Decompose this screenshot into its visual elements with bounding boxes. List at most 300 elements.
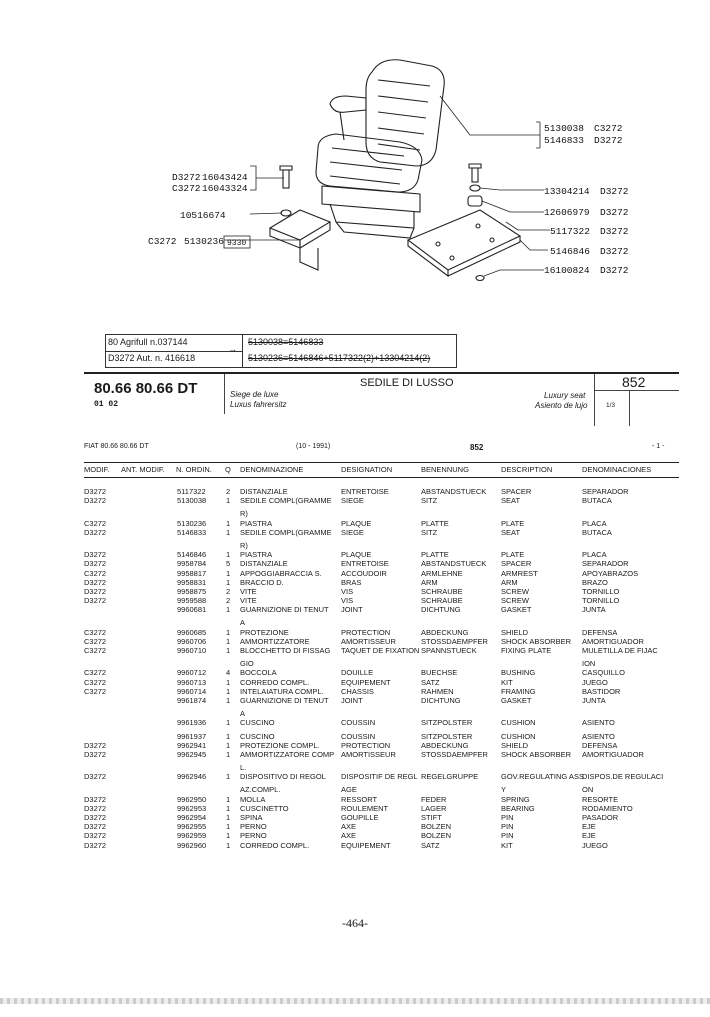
cell-q: 1 [226, 794, 231, 804]
cell-o: 9961874 [177, 695, 207, 705]
cell-fr: VIS [341, 596, 354, 606]
callout-code: 5146833 [544, 135, 584, 146]
cell-q: 1 [226, 636, 231, 646]
cell-it: PERNO [240, 822, 267, 832]
cell-m: C3272 [84, 518, 107, 528]
note-right-2: 5130236=5146846+5117322(2)+13304214(2) [248, 353, 431, 363]
col-q: Q [225, 465, 231, 474]
table-row [84, 831, 684, 840]
table-row [84, 519, 684, 528]
cell-de: SPANNSTUECK [421, 646, 477, 655]
cell-m: D3272 [84, 772, 107, 782]
cell-fr: AMORTISSEUR [341, 636, 396, 646]
cell-o: 5146846 [177, 550, 207, 560]
cell-es: DISPOS.DE REGULACI [582, 772, 664, 782]
cell-de: FEDER [421, 794, 447, 804]
cell-it: BOCCOLA [240, 668, 277, 678]
cell-fr: JOINT [341, 695, 363, 705]
cell-q: 1 [226, 518, 231, 528]
cell-it: A [240, 618, 246, 628]
table-row [84, 687, 684, 696]
cell-it: PIASTRA [240, 550, 273, 560]
cell-q: 1 [226, 677, 231, 687]
callout-code: 16043324 [202, 183, 248, 194]
cell-de: SITZ [421, 527, 438, 537]
cell-fr: BRAS [341, 577, 362, 587]
callout-code: 13304214 [544, 186, 590, 197]
table-row [84, 528, 684, 537]
callout-code: 12606979 [544, 207, 590, 218]
table-row [84, 750, 684, 759]
section-title: SEDILE DI LUSSO [360, 377, 454, 389]
cell-o: 9958831 [177, 577, 207, 587]
cell-q: 1 [226, 550, 231, 560]
cell-o: 9959588 [177, 596, 207, 606]
table-row [84, 646, 684, 655]
cell-q: 1 [226, 496, 231, 506]
cell-q: 1 [226, 803, 231, 813]
cell-en: SEAT [501, 496, 521, 506]
cell-en: FIXING PLATE [501, 646, 552, 655]
cell-fr: VIS [341, 586, 354, 596]
cell-de: STOSSDAEMPFER [421, 636, 488, 646]
cell-o: 9960706 [177, 636, 207, 646]
cell-de: PLATTE [421, 518, 449, 528]
cell-es: ION [582, 659, 596, 669]
title-fr: Siege de luxe [230, 390, 279, 399]
cell-de: ARM [421, 577, 438, 587]
cell-q: 1 [226, 695, 231, 705]
table-row [84, 763, 684, 772]
cell-fr: COUSSIN [341, 731, 376, 741]
cell-fr: AXE [341, 831, 357, 841]
cell-m: D3272 [84, 803, 107, 813]
cell-q: 1 [226, 718, 231, 728]
cell-fr: PLAQUE [341, 550, 372, 560]
note-arrow: → [228, 344, 237, 354]
table-row [84, 795, 684, 804]
cell-o: 9962954 [177, 813, 207, 822]
cell-it: DISTANZIALE [240, 487, 288, 496]
table-row [84, 785, 684, 794]
cell-es: RODAMIENTO [582, 803, 633, 813]
cell-en: ARMREST [501, 568, 538, 578]
table-row [84, 822, 684, 831]
cell-es: RESORTE [582, 794, 619, 804]
cell-m: D3272 [84, 527, 107, 537]
cell-o: 9958875 [177, 586, 207, 596]
title-en: Luxury seat [544, 391, 586, 400]
callout-code: 5130236 [184, 236, 224, 247]
cell-de: SATZ [421, 677, 440, 687]
cell-q: 1 [226, 605, 231, 615]
cell-q: 1 [226, 527, 231, 537]
cell-o: 9962953 [177, 803, 207, 813]
cell-de: ARMLEHNE [421, 568, 463, 578]
cell-en: GOV.REGULATING ASS [501, 772, 584, 782]
cell-it: CUSCINO [240, 731, 275, 741]
cell-it: CORREDO COMPL. [240, 677, 310, 687]
cell-de: DICHTUNG [421, 695, 461, 705]
cell-de: SATZ [421, 840, 440, 850]
cell-fr: ENTRETOISE [341, 487, 389, 496]
col-ant-modif: ANT. MODIF. [121, 465, 165, 474]
table-row [84, 659, 684, 668]
callout-ref: C3272 [172, 183, 201, 194]
cell-q: 1 [226, 627, 231, 637]
cell-fr: PROTECTION [341, 740, 391, 750]
cell-q: 1 [226, 646, 231, 655]
cell-o: 9962945 [177, 749, 207, 759]
cell-en: SEAT [501, 527, 521, 537]
table-row [84, 559, 684, 568]
table-row [84, 804, 684, 813]
cell-o: 9960712 [177, 668, 207, 678]
cell-o: 9960681 [177, 605, 207, 615]
cell-it: L. [240, 763, 247, 773]
callout-box: 9330 [227, 239, 247, 248]
cell-m: D3272 [84, 794, 107, 804]
table-row [84, 668, 684, 677]
col-ordin: N. ORDIN. [176, 465, 212, 474]
cell-de: BUECHSE [421, 668, 458, 678]
table-row [84, 637, 684, 646]
cell-de: LAGER [421, 803, 447, 813]
cell-fr: PROTECTION [341, 627, 391, 637]
cell-es: PLACA [582, 550, 607, 560]
table-row [84, 841, 684, 850]
cell-en: GASKET [501, 695, 532, 705]
table-header [84, 462, 679, 478]
cell-it: PROTEZIONE [240, 627, 289, 637]
cell-en: PIN [501, 831, 514, 841]
title-es: Asiento de lujo [535, 401, 588, 410]
cell-de: SCHRAUBE [421, 586, 463, 596]
cell-es: AMORTIGUADOR [582, 749, 644, 759]
cell-o: 9960685 [177, 627, 207, 637]
note-left-1: 80 Agrifull n.037144 [108, 337, 188, 347]
cell-it: AMMORTIZZATORE [240, 636, 310, 646]
callout-code: 10516674 [180, 210, 226, 221]
meta-group: 852 [470, 443, 484, 452]
cell-q: 2 [226, 586, 231, 596]
cell-en: CUSHION [501, 731, 536, 741]
cell-de: SITZPOLSTER [421, 731, 473, 741]
seat-exploded-diagram [0, 0, 710, 300]
cell-m: D3272 [84, 586, 107, 596]
table-row [84, 605, 684, 614]
cell-it: BLOCCHETTO DI FISSAG [240, 646, 331, 655]
cell-q: 1 [226, 749, 231, 759]
cell-en: SPACER [501, 487, 532, 496]
cell-es: TORNILLO [582, 596, 620, 606]
cell-en: SPRING [501, 794, 530, 804]
cell-it: PROTEZIONE COMPL. [240, 740, 320, 750]
cell-m: D3272 [84, 822, 107, 832]
callout-code: 5146846 [550, 246, 590, 257]
notes-box [105, 334, 457, 368]
table-row [84, 628, 684, 637]
cell-es: ON [582, 785, 594, 795]
cell-o: 9958817 [177, 568, 207, 578]
cell-it: CUSCINETTO [240, 803, 289, 813]
note-left-2: D3272 Aut. n. 416618 [108, 353, 196, 363]
cell-m: D3272 [84, 559, 107, 569]
cell-es: EJE [582, 822, 596, 832]
meta-model: FIAT 80.66 80.66 DT [84, 443, 149, 450]
callout-ref: D3272 [600, 226, 629, 237]
cell-o: 9962946 [177, 772, 207, 782]
cell-en: SPACER [501, 559, 532, 569]
cell-m: D3272 [84, 487, 107, 496]
cell-fr: DOUILLE [341, 668, 374, 678]
cell-m: D3272 [84, 813, 107, 822]
cell-it: DISTANZIALE [240, 559, 288, 569]
cell-q: 1 [226, 731, 231, 741]
cell-o: 9962941 [177, 740, 207, 750]
scan-edge [0, 998, 710, 1004]
cell-m: C3272 [84, 627, 107, 637]
cell-o: 5117322 [177, 487, 206, 496]
cell-q: 1 [226, 831, 231, 841]
cell-fr: ROULEMENT [341, 803, 389, 813]
cell-fr: TAQUET DE FIXATION [341, 646, 420, 655]
cell-de: SITZ [421, 496, 438, 506]
cell-it: AZ.COMPL. [240, 785, 281, 795]
cell-en: PLATE [501, 518, 525, 528]
cell-fr: JOINT [341, 605, 363, 615]
cell-es: SEPARADOR [582, 487, 629, 496]
cell-q: 5 [226, 559, 231, 569]
cell-es: DEFENSA [582, 740, 618, 750]
cell-en: KIT [501, 840, 513, 850]
cell-de: STIFT [421, 813, 442, 822]
cell-it: CUSCINO [240, 718, 275, 728]
cell-fr: DISPOSITIF DE REGL [341, 772, 418, 782]
col-en: DESCRIPTION [501, 465, 553, 474]
cell-m: C3272 [84, 677, 107, 687]
cell-en: KIT [501, 677, 513, 687]
cell-de: ABSTANDSTUECK [421, 487, 487, 496]
cell-fr: EQUIPEMENT [341, 840, 391, 850]
cell-fr: ACCOUDOIR [341, 568, 387, 578]
table-row [84, 550, 684, 559]
cell-fr: AGE [341, 785, 357, 795]
callout-ref: C3272 [148, 236, 177, 247]
table-row [84, 696, 684, 705]
col-de: BENENNUNG [421, 465, 469, 474]
cell-it: MOLLA [240, 794, 266, 804]
cell-de: PLATTE [421, 550, 449, 560]
cell-en: Y [501, 785, 507, 795]
cell-o: 9962950 [177, 794, 207, 804]
cell-fr: PLAQUE [341, 518, 372, 528]
cell-fr: AMORTISSEUR [341, 749, 396, 759]
cell-de: BOLZEN [421, 831, 452, 841]
cell-q: 1 [226, 822, 231, 832]
note-right-1: 5130038=5146833 [248, 337, 324, 347]
cell-it: AMMORTIZZATORE COMP [240, 749, 335, 759]
cell-q: 1 [226, 577, 231, 587]
cell-it: APPOGGIABRACCIA S. [240, 568, 322, 578]
cell-en: PIN [501, 813, 514, 822]
cell-m: D3272 [84, 840, 107, 850]
model-title: 80.66 80.66 DT [94, 380, 198, 397]
cell-m: D3272 [84, 740, 107, 750]
cell-fr: CHASSIS [341, 686, 374, 696]
cell-en: PLATE [501, 550, 525, 560]
table-row [84, 678, 684, 687]
cell-it: SEDILE COMPL(GRAMME [240, 496, 332, 506]
cell-m: C3272 [84, 686, 107, 696]
cell-de: STOSSDAEMPFER [421, 749, 488, 759]
cell-fr: AXE [341, 822, 357, 832]
cell-en: CUSHION [501, 718, 536, 728]
cell-es: CASQUILLO [582, 668, 625, 678]
cell-es: JUEGO [582, 840, 608, 850]
meta-date: (10 - 1991) [296, 443, 331, 450]
cell-fr: GOUPILLE [341, 813, 379, 822]
cell-es: EJE [582, 831, 596, 841]
cell-q: 1 [226, 840, 231, 850]
cell-it: A [240, 709, 246, 719]
cell-q: 1 [226, 813, 231, 822]
cell-en: BUSHING [501, 668, 536, 678]
cell-m: D3272 [84, 496, 107, 506]
cell-it: VITE [240, 586, 257, 596]
page-header [84, 372, 679, 426]
cell-it: SEDILE COMPL(GRAMME [240, 527, 332, 537]
sheet-number: 1/3 [606, 402, 616, 409]
cell-en: GASKET [501, 605, 532, 615]
cell-m: C3272 [84, 646, 107, 655]
cell-q: 1 [226, 568, 231, 578]
cell-o: 5146833 [177, 527, 207, 537]
table-row [84, 509, 684, 518]
cell-de: SCHRAUBE [421, 596, 463, 606]
callout-ref: D3272 [600, 207, 629, 218]
table-row [84, 618, 684, 627]
cell-en: SHOCK ABSORBER [501, 636, 572, 646]
cell-it: INTELAIATURA COMPL. [240, 686, 324, 696]
cell-fr: RESSORT [341, 794, 378, 804]
cell-it: SPINA [240, 813, 263, 822]
cell-m: C3272 [84, 568, 107, 578]
cell-m: C3272 [84, 636, 107, 646]
table-row [84, 487, 684, 496]
cell-it: PIASTRA [240, 518, 273, 528]
col-es: DENOMINACIONES [582, 465, 652, 474]
cell-es: APOYABRAZOS [582, 568, 639, 578]
cell-es: MULETILLA DE FIJAC [582, 646, 658, 655]
callout-ref: D3272 [600, 246, 629, 257]
group-number: 852 [622, 374, 646, 390]
cell-q: 2 [226, 487, 231, 496]
cell-m: D3272 [84, 831, 107, 841]
cell-q: 2 [226, 596, 231, 606]
callout-code: 16043424 [202, 172, 248, 183]
table-row [84, 496, 684, 505]
table-row [84, 772, 684, 781]
cell-m: D3272 [84, 550, 107, 560]
cell-de: RAHMEN [421, 686, 454, 696]
table-row [84, 569, 684, 578]
cell-en: FRAMING [501, 686, 536, 696]
cell-es: DEFENSA [582, 627, 618, 637]
page-number: -464- [342, 916, 368, 930]
cell-de: SITZPOLSTER [421, 718, 473, 728]
cell-es: JUNTA [582, 695, 606, 705]
cell-it: GIO [240, 659, 254, 669]
cell-o: 9961936 [177, 718, 207, 728]
cell-o: 9962960 [177, 840, 207, 850]
col-modif: MODIF. [84, 465, 110, 474]
meta-page: - 1 - [652, 443, 665, 450]
cell-m: D3272 [84, 596, 107, 606]
cell-de: ABDECKUNG [421, 740, 469, 750]
cell-en: SHOCK ABSORBER [501, 749, 572, 759]
cell-q: 1 [226, 686, 231, 696]
cell-o: 5130038 [177, 496, 207, 506]
col-it: DENOMINAZIONE [240, 465, 304, 474]
cell-o: 9962955 [177, 822, 207, 832]
cell-it: R) [240, 540, 248, 550]
cell-m: D3272 [84, 577, 107, 587]
cell-de: ABDECKUNG [421, 627, 469, 637]
table-row [84, 578, 684, 587]
cell-de: DICHTUNG [421, 605, 461, 615]
title-de: Luxus fahrersitz [230, 400, 287, 409]
cell-es: JUEGO [582, 677, 608, 687]
table-row [84, 587, 684, 596]
cell-es: ASIENTO [582, 731, 615, 741]
callout-ref: D3272 [600, 265, 629, 276]
cell-es: SEPARADOR [582, 559, 629, 569]
cell-it: GUARNIZIONE DI TENUT [240, 695, 329, 705]
callout-ref: D3272 [594, 135, 623, 146]
cell-it: PERNO [240, 831, 267, 841]
cell-fr: ENTRETOISE [341, 559, 389, 569]
table-row [84, 718, 684, 727]
callout-ref: D3272 [600, 186, 629, 197]
cell-q: 1 [226, 772, 231, 782]
table-row [84, 596, 684, 605]
cell-de: ABSTANDSTUECK [421, 559, 487, 569]
cell-en: BEARING [501, 803, 535, 813]
cell-en: ARM [501, 577, 518, 587]
cell-es: BASTIDOR [582, 686, 621, 696]
callout-code: 5117322 [550, 226, 590, 237]
cell-q: 4 [226, 668, 231, 678]
cell-es: JUNTA [582, 605, 606, 615]
cell-o: 9958784 [177, 559, 207, 569]
cell-en: SCREW [501, 596, 529, 606]
table-row [84, 709, 684, 718]
col-fr: DESIGNATION [341, 465, 393, 474]
table-row [84, 813, 684, 822]
cell-o: 5130236 [177, 518, 207, 528]
cell-de: REGELGRUPPE [421, 772, 479, 782]
cell-es: PLACA [582, 518, 607, 528]
table-row [84, 541, 684, 550]
cell-fr: EQUIPEMENT [341, 677, 391, 687]
cell-es: BUTACA [582, 527, 612, 537]
table-row [84, 732, 684, 741]
cell-it: GUARNIZIONE DI TENUT [240, 605, 329, 615]
cell-it: DISPOSITIVO DI REGOL [240, 772, 326, 782]
cell-en: SCREW [501, 586, 529, 596]
cell-it: BRACCIO D. [240, 577, 284, 587]
